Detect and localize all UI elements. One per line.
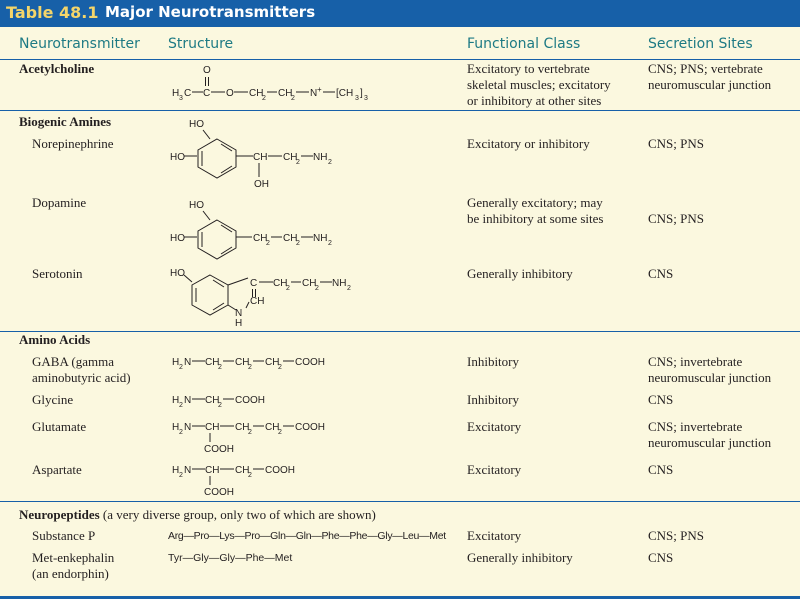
atom-label: CH [235, 357, 250, 368]
class-substance-p: Excitatory [467, 528, 522, 543]
class-acetylcholine-line2: skeletal muscles; excitatory [467, 77, 611, 92]
atom-label: N [310, 88, 318, 99]
neuropeptides-heading-note: (a very diverse group, only two of which are shown) [99, 507, 376, 522]
column-header-secretion-sites: Secretion Sites [648, 36, 753, 52]
neuropeptides-heading-bold: Neuropeptides [19, 507, 100, 522]
atom-label: CH [235, 422, 250, 433]
atom-label: 2 [315, 285, 319, 292]
structure-glutamate [172, 422, 325, 455]
atom-label: 2 [248, 364, 252, 371]
atom-label: 2 [248, 472, 252, 479]
class-dopamine-line2: be inhibitory at some sites [467, 211, 604, 226]
atom-label: O [203, 65, 211, 76]
column-header-functional-class: Functional Class [467, 36, 581, 52]
atom-label: CH [283, 233, 298, 244]
structure-gaba [172, 357, 325, 371]
atom-label: CH [205, 395, 220, 406]
atom-label: C [203, 88, 211, 99]
atom-label: CH [265, 422, 280, 433]
atom-label: CH [253, 233, 268, 244]
class-norepinephrine: Excitatory or inhibitory [467, 136, 590, 151]
atom-label: H [172, 422, 180, 433]
atom-label: CH [205, 422, 220, 433]
atom-label: COOH [265, 465, 295, 476]
atom-label: CH [205, 465, 220, 476]
sites-glutamate-line1: CNS; invertebrate [648, 419, 743, 434]
sites-glycine: CNS [648, 392, 674, 407]
row-name-glycine: Glycine [32, 392, 74, 407]
atom-label: H [172, 357, 180, 368]
row-name-met-enkephalin-line2: (an endorphin) [32, 566, 109, 581]
section-heading-biogenic-amines: Biogenic Amines [19, 114, 112, 129]
class-glutamate: Excitatory [467, 419, 522, 434]
structure-acetylcholine [172, 65, 368, 102]
sites-acetylcholine-line1: CNS; PNS; vertebrate [648, 61, 763, 76]
atom-label: CH [253, 152, 268, 163]
atom-label: NH [332, 278, 347, 289]
atom-label: C [250, 278, 258, 289]
atom-label: COOH [295, 422, 325, 433]
atom-label: O [226, 88, 234, 99]
atom-label: H [172, 88, 180, 99]
atom-label: 3 [179, 95, 183, 102]
row-name-norepinephrine: Norepinephrine [32, 136, 114, 151]
atom-label: 2 [218, 402, 222, 409]
table-number: Table 48.1 [6, 3, 99, 22]
sites-gaba-line2: neuromuscular junction [648, 370, 772, 385]
atom-label: CH [250, 296, 265, 307]
class-acetylcholine-line3: or inhibitory at other sites [467, 93, 602, 108]
atom-label: 2 [248, 429, 252, 436]
atom-label: CH [249, 88, 264, 99]
atom-label: 2 [218, 364, 222, 371]
atom-label: HO [170, 268, 185, 279]
row-name-met-enkephalin-line1: Met-enkephalin [32, 550, 115, 565]
atom-label: H [172, 465, 180, 476]
column-header-structure: Structure [168, 36, 234, 52]
atom-label: CH [283, 152, 298, 163]
atom-label: ] [360, 88, 363, 99]
row-name-gaba-line2: aminobutyric acid) [32, 370, 131, 385]
sites-substance-p: CNS; PNS [648, 528, 704, 543]
atom-label: NH [313, 152, 328, 163]
atom-label: CH [278, 88, 293, 99]
atom-label: N [184, 422, 192, 433]
atom-label: 3 [355, 95, 359, 102]
atom-label: 2 [179, 402, 183, 409]
class-glycine: Inhibitory [467, 392, 519, 407]
class-serotonin: Generally inhibitory [467, 266, 573, 281]
atom-label: 2 [179, 364, 183, 371]
atom-label: CH [273, 278, 288, 289]
atom-label: CH [205, 357, 220, 368]
sites-serotonin: CNS [648, 266, 674, 281]
row-name-acetylcholine: Acetylcholine [19, 61, 95, 76]
class-acetylcholine-line1: Excitatory to vertebrate [467, 61, 590, 76]
atom-label: COOH [295, 357, 325, 368]
row-name-gaba-line1: GABA (gamma [32, 354, 114, 369]
atom-label: OH [254, 179, 269, 190]
atom-label: N [184, 465, 192, 476]
atom-label: HO [170, 152, 185, 163]
structure-dopamine [170, 200, 332, 259]
atom-label: COOH [204, 444, 234, 455]
class-met-enkephalin: Generally inhibitory [467, 550, 573, 565]
atom-label: HO [170, 233, 185, 244]
atom-label: 2 [328, 240, 332, 247]
row-name-serotonin: Serotonin [32, 266, 83, 281]
column-header-neurotransmitter: Neurotransmitter [19, 36, 140, 52]
atom-label: N [235, 308, 243, 319]
atom-label: H [172, 395, 180, 406]
atom-label: COOH [204, 487, 234, 498]
atom-label: 2 [266, 240, 270, 247]
class-aspartate: Excitatory [467, 462, 522, 477]
atom-label: 2 [286, 285, 290, 292]
atom-label: 2 [328, 159, 332, 166]
class-dopamine-line1: Generally excitatory; may [467, 195, 603, 210]
atom-label: N [184, 395, 192, 406]
atom-label: HO [189, 200, 204, 211]
sites-dopamine: CNS; PNS [648, 211, 704, 226]
sites-gaba-line1: CNS; invertebrate [648, 354, 743, 369]
structure-met-enkephalin: Tyr—Gly—Gly—Phe—Met [168, 552, 293, 564]
section-heading-amino-acids: Amino Acids [19, 332, 91, 347]
atom-label: C [184, 88, 192, 99]
sites-acetylcholine-line2: neuromuscular junction [648, 77, 772, 92]
atom-label: 2 [296, 240, 300, 247]
structure-serotonin [170, 268, 351, 329]
sites-aspartate: CNS [648, 462, 674, 477]
class-gaba: Inhibitory [467, 354, 519, 369]
atom-label: 2 [347, 285, 351, 292]
atom-label: [CH [336, 88, 354, 99]
atom-label: CH [265, 357, 280, 368]
structure-substance-p: Arg—Pro—Lys—Pro—Gln—Gln—Phe—Phe—Gly—Leu—Met [168, 530, 446, 542]
atom-label: H [235, 318, 243, 329]
atom-label: CH [235, 465, 250, 476]
atom-label: 3 [364, 95, 368, 102]
sites-glutamate-line2: neuromuscular junction [648, 435, 772, 450]
table-title: Major Neurotransmitters [105, 3, 316, 21]
atom-label: NH [313, 233, 328, 244]
atom-label: COOH [235, 395, 265, 406]
row-name-dopamine: Dopamine [32, 195, 87, 210]
structure-norepinephrine [170, 119, 332, 190]
atom-label: 2 [291, 95, 295, 102]
atom-label: 2 [278, 364, 282, 371]
sites-norepinephrine: CNS; PNS [648, 136, 704, 151]
sites-met-enkephalin: CNS [648, 550, 674, 565]
row-name-substance-p: Substance P [32, 528, 96, 543]
structure-glycine [172, 395, 265, 409]
row-name-glutamate: Glutamate [32, 419, 87, 434]
atom-label: 2 [179, 429, 183, 436]
atom-label: HO [189, 119, 204, 130]
atom-label: 2 [262, 95, 266, 102]
atom-label: 2 [296, 159, 300, 166]
row-name-aspartate: Aspartate [32, 462, 82, 477]
atom-label: CH [302, 278, 317, 289]
atom-label: 2 [179, 472, 183, 479]
structure-aspartate [172, 465, 295, 498]
atom-label: 2 [278, 429, 282, 436]
atom-label: + [317, 85, 322, 94]
atom-label: N [184, 357, 192, 368]
